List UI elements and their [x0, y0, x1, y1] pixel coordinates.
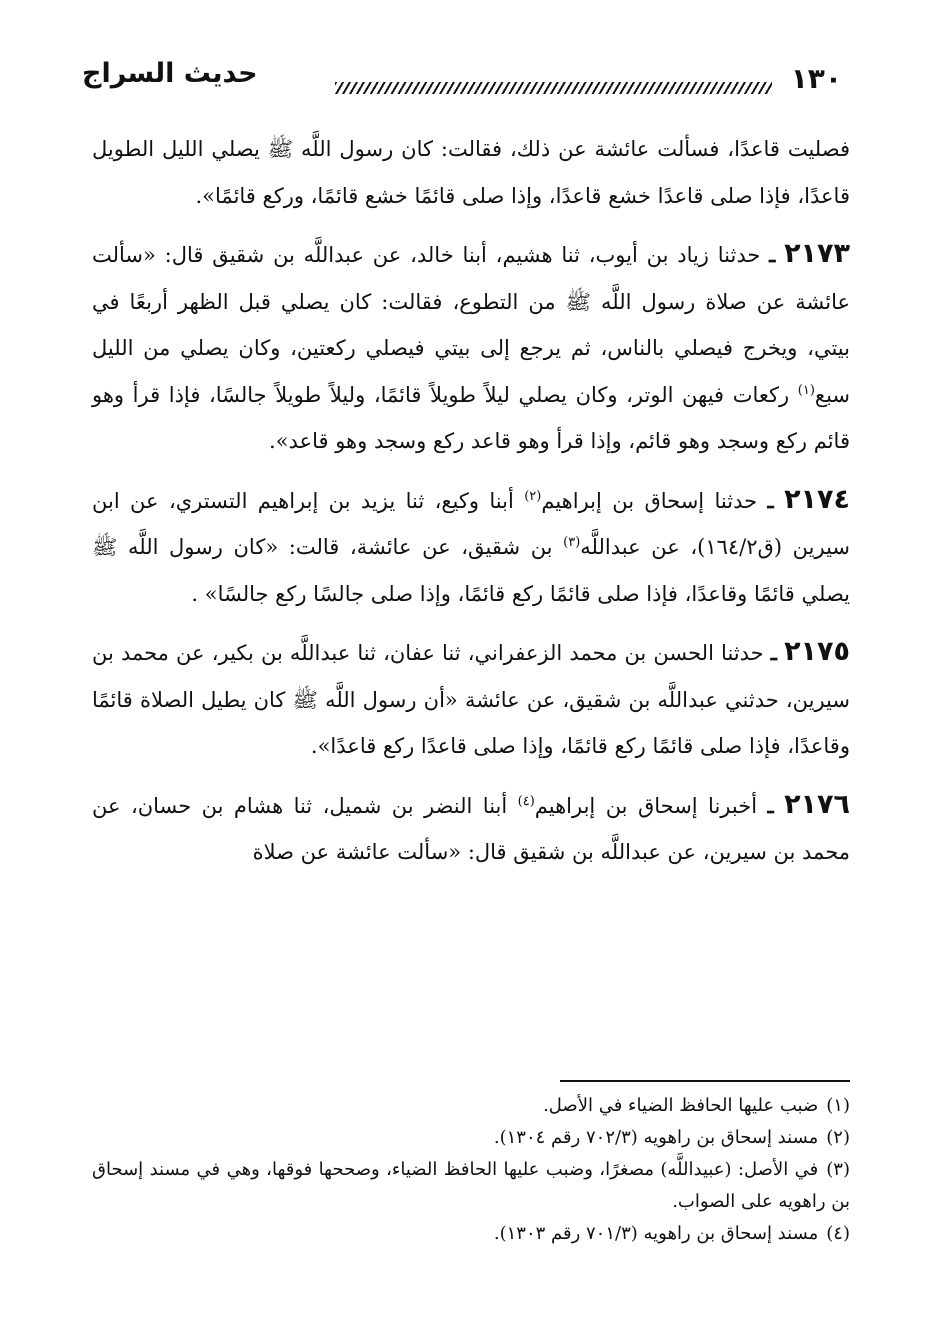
paragraph-continuation: [92, 126, 850, 219]
hadith-number: ٢١٧٣: [784, 238, 850, 269]
paragraph-text: بن شقيق، عن عائشة، قالت: «كان رسول اللَّه ﷺ يصلي قائمًا وقاعدًا، فإذا صلى قائمًا ركع قائمًا، وإذا صلى جالسًا ركع جالسًا» .: [92, 535, 850, 606]
footnote-text: في الأصل: (عبيداللَّه) مصغرًا، وضبب عليها الحافظ الضياء، وصححها فوقها، وهي في مسند إسحاق بن راهويه على الصواب.: [92, 1159, 850, 1212]
paragraph-text: فصليت قاعدًا، فسألت عائشة عن ذلك، فقالت: كان رسول اللَّه ﷺ يصلي الليل الطويل قاعدًا، فإذا صلى قاعدًا خشع قاعدًا، وإذا صلى قائمًا خشع قائمًا، وركع قائمًا».: [92, 137, 850, 208]
running-title: حديث السراج: [82, 58, 258, 89]
footnote-number: (٤): [826, 1223, 850, 1244]
hadith-2174: [92, 477, 850, 618]
page-header: [70, 58, 860, 104]
paragraph-text: أبنا النضر بن شميل، ثنا هشام بن حسان، عن محمد بن سيرين، عن عبداللَّه بن شقيق قال: «سألت عائشة عن صلاة: [92, 793, 850, 864]
page-number: ١٣٠: [790, 62, 842, 95]
footnote-item: [92, 1122, 850, 1154]
footnote-text: مسند إسحاق بن راهويه (٧٠٢/٣ رقم ١٣٠٤).: [493, 1127, 819, 1148]
footnote-number: (٣): [826, 1159, 850, 1180]
footnote-text: مسند إسحاق بن راهويه (٧٠١/٣ رقم ١٣٠٣).: [493, 1223, 819, 1244]
header-ornamental-rule: [335, 82, 772, 94]
footnotes: [92, 1090, 850, 1250]
footnote-number: (٢): [826, 1127, 850, 1148]
hadith-2173: [92, 231, 850, 465]
footnote-item: [92, 1218, 850, 1250]
footnote-ref[interactable]: (٣): [563, 535, 581, 550]
hadith-number: ٢١٧٦: [784, 788, 850, 820]
hadith-number: ٢١٧٤: [784, 483, 850, 515]
hadith-2175: [92, 629, 850, 770]
paragraph-text: ركعات فيهن الوتر، وكان يصلي ليلاً طويلاً قائمًا، وليلاً طويلاً جالسًا، فإذا قرأ وهو قائم ركع وسجد وهو قائم، وإذا قرأ وهو قاعد ركع وسجد وهو قاعد».: [92, 382, 850, 453]
number-dash: ـ: [769, 242, 776, 267]
main-text: [92, 126, 850, 876]
hadith-number: ٢١٧٥: [784, 636, 850, 667]
number-dash: ـ: [770, 640, 777, 665]
paragraph-text: أبنا وكيع، ثنا يزيد بن إبراهيم التستري، عن ابن سيرين (ق١٦٤/٢)، عن عبداللَّه: [92, 488, 850, 559]
footnote-item: [92, 1090, 850, 1122]
number-dash: ـ: [767, 487, 774, 513]
paragraph-text: حدثنا زياد بن أيوب، ثنا هشيم، أبنا خالد، عن عبداللَّه بن شقيق قال: «سألت عائشة عن صلاة رسول اللَّه ﷺ من التطوع، فقالت: كان يصلي قبل الظهر أربعًا في بيتي، ويخرج فيصلي بالناس، ثم يرجع إلى بيتي فيصلي ركعتين، وكان يصلي من الليل سبع: [92, 243, 850, 407]
footnote-ref[interactable]: (٤): [517, 793, 535, 809]
footnote-separator: [560, 1080, 850, 1082]
paragraph-text: أخبرنا إسحاق بن إبراهيم: [534, 793, 758, 818]
paragraph-text: حدثنا الحسن بن محمد الزعفراني، ثنا عفان، ثنا عبداللَّه بن بكير، عن محمد بن سيرين، حدثني عبداللَّه بن شقيق، عن عائشة «أن رسول اللَّه ﷺ كان يطيل الصلاة قائمًا وقاعدًا، فإذا صلى قائمًا ركع قائمًا، وإذا صلى قاعدًا ركع قاعدًا».: [92, 641, 850, 758]
footnote-number: (١): [826, 1095, 850, 1116]
paragraph-text: حدثنا إسحاق بن إبراهيم: [541, 488, 758, 513]
footnote-text: ضبب عليها الحافظ الضياء في الأصل.: [543, 1095, 819, 1116]
footnote-item: [92, 1154, 850, 1218]
hadith-2176: [92, 782, 850, 876]
number-dash: ـ: [767, 792, 774, 818]
footnote-ref[interactable]: (٢): [524, 488, 542, 504]
footnote-ref[interactable]: (١): [797, 382, 815, 398]
